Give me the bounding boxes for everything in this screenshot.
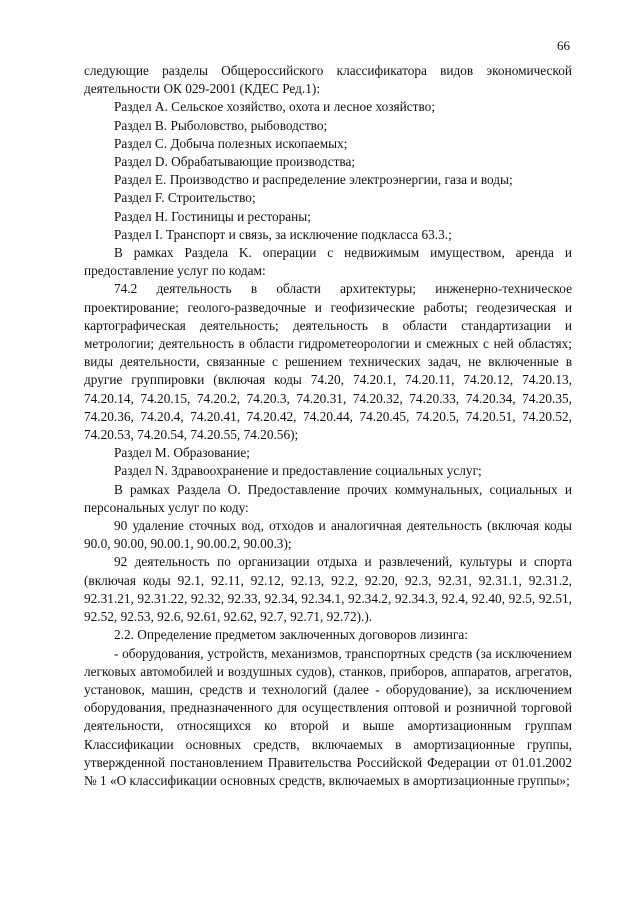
list-item-section-c: Раздел C. Добыча полезных ископаемых; (114, 135, 348, 151)
paragraph-code-92: 92 деятельность по организации отдыха и развлечений, культуры и спорта (включая коды 92.1, 92.11, 92.12, 92.13, 92.2, 92.20, 92.3, 92.31, 92.31.1, 92.31.2, 92.31.21, 92.31.22, 92.32, 92.33, 92.34, 92.34.1, 92.34.2, 92.34.3, 92.4, 92.40, 92.5, 92.51, 92.52, 92.53, 92.6, 92.61, 92.62, 92.7, 92.71, 92.72).). (84, 554, 572, 625)
paragraph-intro: следующие разделы Общероссийского классификатора видов экономической деятельности ОК 029-2001 (КДЕС Ред.1): (84, 63, 572, 97)
list-item-section-m: Раздел M. Образование; (114, 445, 250, 461)
list-item-section-b: Раздел B. Рыболовство, рыбоводство; (114, 117, 328, 133)
paragraph-code-74-2: 74.2 деятельность в области архитектуры; инженерно-техническое проектирование; геолого-разведочные и геофизические работы; геодезическая и картографическая деятельность; деятельность в области стандартизации и метрологии; деятельность в области гидрометеорологии и смежных с ней областях; виды деятельности, связанные с решением технических задач, не включенные в другие группировки (включая коды 74.20, 74.20.1, 74.20.11, 74.20.12, 74.20.13, 74.20.14, 74.20.15, 74.20.2, 74.20.3, 74.20.31, 74.20.32, 74.20.33, 74.20.34, 74.20.35, 74.20.36, 74.20.4, 74.20.41, 74.20.42, 74.20.44, 74.20.45, 74.20.5, 74.20.51, 74.20.52, 74.20.53, 74.20.54, 74.20.55, 74.20.56); (84, 281, 572, 443)
paragraph-equipment: - оборудования, устройств, механизмов, транспортных средств (за исключением легковых автомобилей и воздушных судов), станков, приборов, аппаратов, агрегатов, установок, машин, средств и технологий (далее - оборудование), за исключением оборудования, предназначенного для осуществления оптовой и розничной торговой деятельности, относящихся ко второй и выше амортизационным группам Классификации основных средств, включаемых в амортизационные группы, утвержденной постановлением Правительства Российской Федерации от 01.01.2002 № 1 «О классификации основных средств, включаемых в амортизационные группы»; (84, 645, 572, 788)
list-item-section-f: Раздел F. Строительство; (114, 190, 256, 206)
paragraph-section-o: В рамках Раздела O. Предоставление прочих коммунальных, социальных и персональных услуг по коду: (84, 481, 572, 515)
document-body (84, 62, 572, 790)
paragraph-section-k: В рамках Раздела K. операции с недвижимым имуществом, аренда и предоставление услуг по кодам: (84, 245, 572, 279)
paragraph-code-90: 90 удаление сточных вод, отходов и аналогичная деятельность (включая коды 90.0, 90.00, 90.00.1, 90.00.2, 90.00.3); (84, 518, 572, 552)
list-item-section-n: Раздел N. Здравоохранение и предоставление социальных услуг; (114, 463, 482, 479)
list-item-section-d: Раздел D. Обрабатывающие производства; (114, 154, 356, 170)
list-item-section-i: Раздел I. Транспорт и связь, за исключение подкласса 63.3.; (114, 226, 452, 242)
list-item-section-a: Раздел A. Сельское хозяйство, охота и лесное хозяйство; (114, 99, 436, 115)
page-number: 66 (557, 38, 570, 53)
list-item-section-h: Раздел H. Гостиницы и рестораны; (114, 208, 311, 224)
paragraph-2-2-heading: 2.2. Определение предметом заключенных договоров лизинга: (114, 627, 468, 643)
list-item-section-e: Раздел E. Производство и распределение электроэнергии, газа и воды; (114, 172, 513, 188)
